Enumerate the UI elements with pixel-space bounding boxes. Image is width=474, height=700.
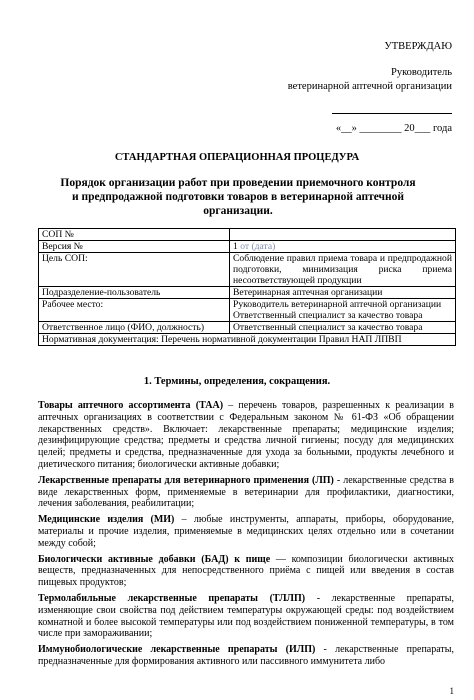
division-label: Подразделение-пользователь (39, 287, 230, 299)
term-name: Лекарственные препараты для ветеринарного применения (ЛП) (38, 474, 334, 486)
term-paragraph (38, 554, 454, 589)
workplace-value-1: Руководитель ветеринарной аптечной организации (233, 299, 442, 310)
sop-title: СТАНДАРТНАЯ ОПЕРАЦИОННАЯ ПРОЦЕДУРА (114, 152, 360, 163)
sop-meta-table (38, 228, 456, 346)
term-paragraph (38, 475, 454, 510)
approval-role-line2: ветеринарной аптечной организации (287, 81, 452, 92)
division-value: Ветеринарная аптечная организации (230, 287, 456, 299)
term-definition: - лекарственные средства в виде лекарственных форм, применяемые в ветеринарии для профилактики, диагностики, лечения заболевания, реабилитации; (38, 474, 454, 510)
version-date: от (дата) (240, 241, 276, 252)
approval-role-line1: Руководитель (391, 67, 452, 78)
sop-no-value (230, 229, 456, 241)
term-definition: — композиции биологически активных веществ, предназначенных для непосредственного приёма с пищей или введения в состав пищевых продуктов; (38, 553, 454, 589)
term-definition: - лекарственные препараты, изменяющие свои свойства под действием температуры окружающей среды: под воздействием комнатной и более высокой температуры или под воздействием пониженной температуры, в том числе при замораживании; (38, 592, 455, 640)
table-row (39, 253, 456, 287)
term-paragraph (38, 400, 454, 471)
term-definition: – перечень товаров, разрешенных к реализации в аптечных организациях в соответствии с Федеральным законом № 61-ФЗ «Об обращении лекарственных средств». Включает: лекарственные препараты; медицинские изделия; дезинфицирующие средства; предметы и средства личной гигиены; посуду для медицинских целей; предметы и средства, предназначенные для ухода за больными, продукты лечебного и диетического питания; биологически активные добавки; (38, 400, 455, 470)
term-paragraph (38, 593, 454, 640)
workplace-label: Рабочее место: (39, 299, 230, 322)
goal-value: Соблюдение правил приема товара и предпродажной подготовки, минимизация риска приема несоответствующей продукции (230, 253, 456, 287)
term-name: Медицинские изделия (МИ) (38, 514, 175, 526)
version-label: Версия № (39, 241, 230, 253)
table-row (39, 241, 456, 253)
version-cell (230, 241, 456, 253)
approval-date-line: «__» ________ 20___ года (335, 123, 452, 134)
section-1-title: 1. Термины, определения, сокращения. (143, 376, 331, 387)
term-paragraph (38, 514, 454, 549)
sop-no-label: СОП № (39, 229, 230, 241)
term-name: Товары аптечного ассортимента (ТАА) (38, 400, 224, 411)
responsible-value: Ответственный специалист за качество товара (230, 322, 456, 334)
term-name: Биологически активные добавки (БАД) к пище (38, 553, 271, 565)
table-row (39, 322, 456, 334)
approval-block (252, 40, 452, 136)
table-row (39, 287, 456, 299)
responsible-label: Ответственное лицо (ФИО, должность) (39, 322, 230, 334)
table-row (39, 229, 456, 241)
goal-label: Цель СОП: (39, 253, 230, 287)
term-paragraph (38, 644, 454, 668)
approval-title: УТВЕРЖДАЮ (384, 41, 452, 52)
document-title: Порядок организации работ при проведении приемочного контроля и предпродажной подготовки товаров в ветеринарной аптечной организации. (60, 177, 416, 217)
normative-docs: Нормативная документация: Перечень нормативной документации Правил НАП ЛПВП (39, 334, 456, 346)
term-definition: – любые инструменты, аппараты, приборы, оборудование, материалы и прочие изделия, применяемые в медицинских целях отдельно или в сочетании между собой; (38, 514, 455, 549)
workplace-value-2: Ответственный специалист за качество товара (233, 310, 423, 321)
workplace-cell (230, 299, 456, 322)
table-row (39, 299, 456, 322)
version-value: 1 (233, 241, 238, 252)
page-number: 1 (449, 686, 454, 696)
signature-line (332, 112, 452, 114)
term-name: Термолабильные лекарственные препараты (ТЛЛП) (38, 592, 306, 604)
term-definition: - лекарственные препараты, предназначенные для формирования активного или пассивного иммунитета либо (38, 644, 454, 667)
term-name: Иммунобиологические лекарственные препараты (ИЛП) (38, 644, 316, 656)
table-row (39, 334, 456, 346)
terms-list (38, 400, 454, 672)
